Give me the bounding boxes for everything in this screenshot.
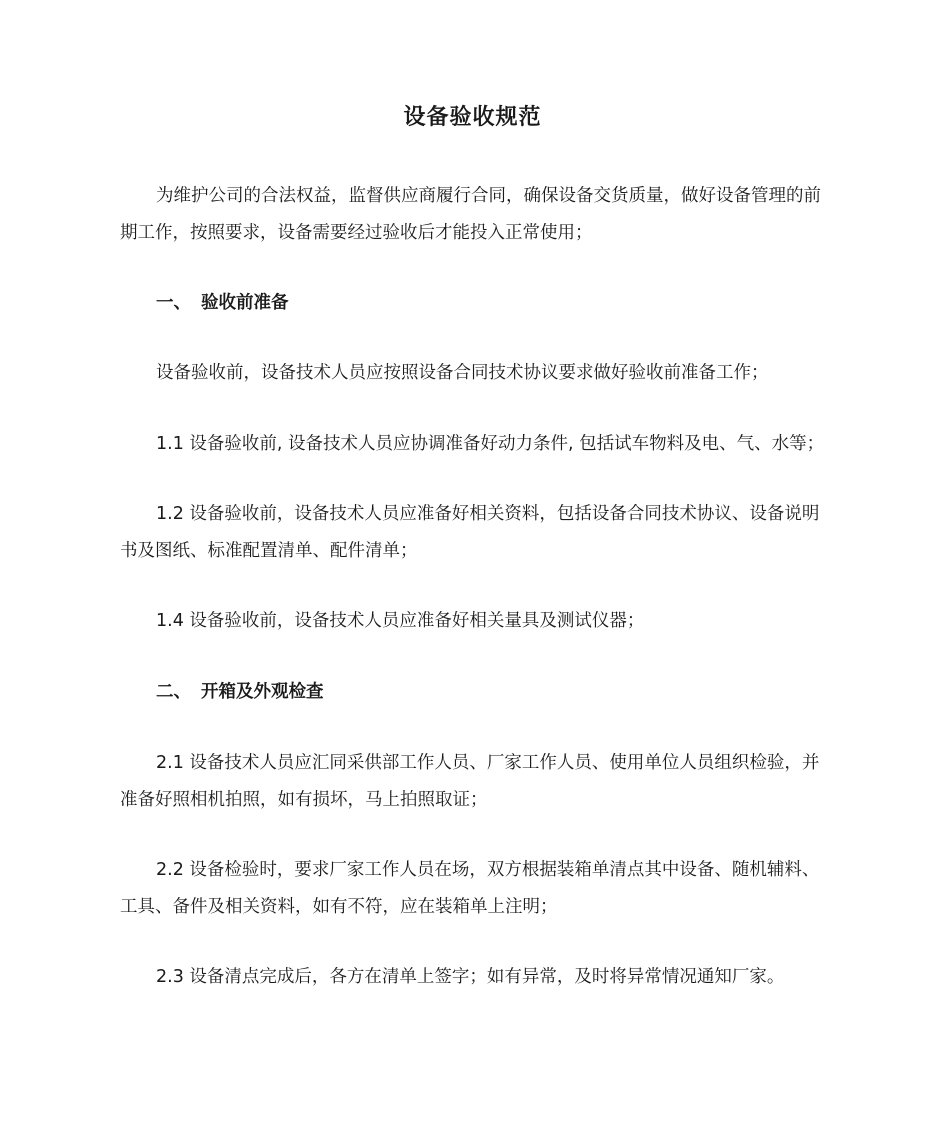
item-2-2: 2.2 设备检验时，要求厂家工作人员在场，双方根据装箱单清点其中设备、随机辅料、工具、备件及相关资料，如有不符，应在装箱单上注明；: [120, 860, 820, 917]
intro-paragraph: 为维护公司的合法权益，监督供应商履行合同，确保设备交货质量，做好设备管理的前期工作，按照要求，设备需要经过验收后才能投入正常使用；: [120, 186, 821, 243]
item-2-1: 2.1 设备技术人员应汇同采供部工作人员、厂家工作人员、使用单位人员组织检验，并准备好照相机拍照，如有损坏，马上拍照取证；: [120, 753, 820, 810]
section-title-2: 开箱及外观检查: [201, 682, 324, 702]
section-1-lead: 设备验收前，设备技术人员应按照设备合同技术协议要求做好验收前准备工作；: [156, 363, 769, 383]
item-2-3: 2.3 设备清点完成后，各方在清单上签字；如有异常，及时将异常情况通知厂家。: [156, 967, 785, 987]
item-1-1: 1.1 设备验收前, 设备技术人员应协调准备好动力条件, 包括试车物料及电、气、水等；: [156, 434, 825, 454]
document-title: 设备验收规范: [403, 105, 542, 130]
section-title-1: 验收前准备: [201, 293, 289, 313]
section-heading-1: [156, 288, 289, 318]
item-1-4: 1.4 设备验收前，设备技术人员应准备好相关量具及测试仪器；: [156, 611, 645, 631]
section-number-2: 二、: [156, 682, 191, 702]
section-heading-2: [156, 677, 324, 707]
section-number-1: 一、: [156, 293, 191, 313]
item-1-2: 1.2 设备验收前，设备技术人员应准备好相关资料，包括设备合同技术协议、设备说明书及图纸、标准配置清单、配件清单；: [120, 504, 820, 561]
